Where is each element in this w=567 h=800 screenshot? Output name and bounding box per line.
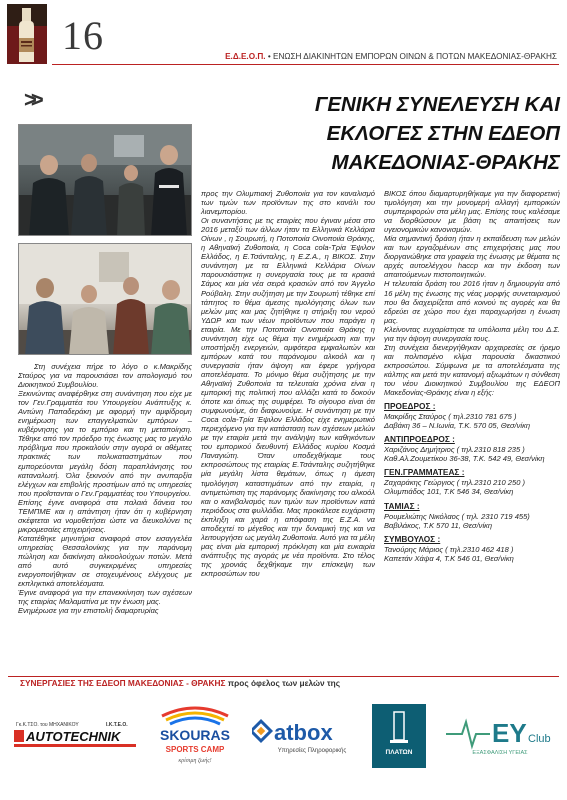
svg-text:EY: EY (492, 718, 527, 748)
paragraph: Έγινε αναφορά για την επανεκκίνηση των σχέσεων της εταιρίας Μαλαματίνα με την ένωση μας. (18, 588, 192, 607)
running-header (225, 52, 557, 61)
paragraph: Επίσης έγινε αναφορά στα παλαιά δάνεια του ΤΕΜΠΜΕ και η απάντηση ήταν ότι η κυβέρνηση σκέφτεται να νομοθετήσει ώστε να διευκολύνει τις μικρομεσαίες επιχειρήσεις. (18, 497, 192, 534)
paragraph: Στη συνέχεια διενεργήθηκαν αρχαιρεσίες σε ήρεμο και πολιτισμένο κλίμα παρουσία δικαστικού εκπροσώπου. Σύμφωνα με τα αποτελέσματα της κάλπης και μετά την κατανομή αξιωμάτων η σύνθεση του νέου Διοικητικού Συμβουλίου της ΕΔΕΟΠ Μακεδονίας-Θράκης είναι η εξής: (384, 342, 560, 398)
member-address: Καθ.Αλ.Ζουμετίκου 36-38, Τ.Κ. 542 49, Θεσ/νίκη (384, 454, 545, 464)
board-member-vice-president (384, 435, 560, 463)
article-column-3 (384, 189, 560, 563)
section-chevrons: >> (24, 87, 38, 112)
skouras-subtitle: SPORTS CAMP (165, 745, 225, 754)
board-member-treasurer (384, 502, 560, 530)
member-contact: Μακρίδης Σταύρος ( τηλ.2310 781 675 ) (384, 412, 517, 422)
role-heading: ΠΡΟΕΔΡΟΣ : (384, 401, 436, 412)
member-contact: Τανούρης Μάριος ( τηλ.2310 462 418 ) (384, 544, 514, 554)
member-address: Δαβάκη 36 – Ν.Ιωνία, Τ.Κ. 570 05, Θεσ/νίκη (384, 421, 531, 431)
meeting-photo-1 (18, 124, 192, 236)
member-contact: Ρουμελιώτης Νικόλαος ( τηλ. 2310 719 455) (384, 511, 530, 521)
paragraph: προς την Ολυμπιακή Ζυθοποιία για τον καναλισμό των τιμών των προϊόντων της στο κανάλι του λιανεμπορίου. (201, 189, 375, 217)
autotechnik-logo (14, 704, 136, 768)
meeting-photo-2 (18, 243, 192, 355)
sponsors-title-sub: προς όφελος των μελών της (227, 678, 341, 688)
title-line: ΓΕΝΙΚΗ ΣΥΝΕΛΕΥΣΗ ΚΑΙ (314, 93, 560, 116)
paragraph: Μία σημαντική δράση ήταν η εκπαίδευση των μελών και των εργαζομένων στις επιχειρήσεις μας που διοργανώθηκε στα γραφεία της ένωσης με θέματα τις αρχές αυτοελέγχου haccp και την έκδοση των απαιτούμενων πιστοποιητικών. (384, 234, 560, 280)
skouras-wordmark: SKOURAS (159, 727, 231, 743)
ey-club-wordmark: Club (528, 733, 551, 745)
paragraph: Ξεκινώντας αναφέρθηκε στη συνάντηση που είχε με τον Γεν.Γραμματέα του Υπουργείου Ανάπτυξης κ. Αντώνη Παπαδεράκη με αφορμή την αμφίδρομη ενημέρωση των επαγγελματιών εμπόρων – κυβέρνησης για το εμπόριο και τη μεταποίηση. Τέθηκε από τον πρόεδρο της ένωσης μας το μεγάλο πρόβλημα που προκαλούν στην αγορά οι αθέμιτες πρακτικές των πολυκαταστημάτων που εμπορεύονται μεγάλη δόση παραπλάνησης του καταναλωτή. Όλα ξεκινούν από την ανυπαρξία ελέγχων και επιβολής προστίμων από τις υπηρεσίες που προΐστανται ο Γεν.Γραμματέας του Υπουργείου. (18, 389, 192, 498)
board-member-president (384, 402, 560, 430)
atbox-logo (252, 704, 360, 768)
article-column-1 (18, 362, 192, 615)
atbox-subtitle: Υπηρεσίες Πληροφορικής (277, 748, 347, 754)
role-heading: ΑΝΤΙΠΡΟΕΔΡΟΣ : (384, 434, 455, 445)
member-contact: Χαριζάνος Δημήτριος ( τηλ.2310 818 235 ) (384, 445, 525, 455)
paragraph: Ενημέρωσε για την επιστολή διαμαρτυρίας (18, 606, 159, 616)
sponsors-rule (8, 676, 559, 677)
wine-bottle-logo (7, 4, 47, 64)
paragraph: Στη συνέχεια πήρε το λόγο ο κ.Μακρίδης Σταύρος για να παρουσιάσει τον απολογισμό του Διοικητικού Συμβουλίου. (18, 362, 192, 390)
member-address: Βαβιλάκος, Τ.Κ 570 11, Θεσ/νίκη (384, 520, 493, 530)
title-line: ΜΑΚΕΔΟΝΙΑΣ-ΘΡΑΚΗΣ (331, 151, 560, 174)
org-full-name: ΕΝΩΣΗ ΔΙΑΚΙΝΗΤΩΝ ΕΜΠΟΡΩΝ ΟΙΝΩΝ & ΠΟΤΩΝ ΜΑΚΕΔΟΝΙΑΣ-ΘΡΑΚΗΣ (272, 52, 557, 61)
member-address: Ολυμπιάδος 101, Τ.Κ 546 34, Θεσ/νίκη (384, 487, 514, 497)
autotechnik-ikteo: Ι.Κ.Τ.Ε.Ο. (106, 722, 128, 728)
platon-logo (372, 704, 426, 768)
board-member-advisor (384, 535, 560, 563)
atbox-wordmark: atbox (274, 720, 333, 745)
autotechnik-small-text: Γκ.Κ.ΤΣΟ. του ΜΗΧΑΝΙΚΟΥ (16, 722, 79, 728)
role-heading: ΣΥΜΒΟΥΛΟΣ : (384, 533, 441, 544)
skouras-logo (152, 704, 238, 768)
page-number: 16 (62, 13, 104, 58)
paragraph: Κλείνοντας ευχαρίστησε τα υπόλοιπα μέλη του Δ.Σ. για την άψογη συνεργασία τους. (384, 324, 560, 343)
role-heading: ΤΑΜΙΑΣ : (384, 500, 420, 511)
article-column-2 (201, 189, 375, 578)
header-bullet: • (267, 52, 271, 61)
paragraph: Οι συναντήσεις με τις εταιρίες που έγιναν μέσα στο 2016 μεταξύ των άλλων ήταν τα Ελληνικά Κελλάρια Οίνων , η Σουρωτή, η Ποτοποιία Οινοποιία Θράκης, η Αθηναϊκή Ζυθοποιία, η Coca cola-Τρία Έψιλον Ελλάδος, η Ε.Τσάνταλης, η Ε.Ζ.Α., η ΒΙΚΟΣ. Στην συνάντηση με τα Ελληνικά Κελλάρια Οίνων παρουσιάστηκε η συνεργασία τους με τα κρασιά Σάμος και μία νέα σειρά κρασιών από τον Άγγελο Ρούβαλη. Στην συζήτηση με την Σουρωτή τέθηκε επί τάπητος το θέμα άμεσης τιμολόγησης όλων των μελών μας και μας ζητήθηκε η στήριξη του νερού ΥΔΩΡ και των νέων προϊόντων που παράγει η εταιρία. Με την Ποτοποιία Οινοποιία Θράκης η συνάντηση είχε ως θέμα την ενημέρωση και την υποστήριξη ενεργειών, αμφότερα εμφιαλωτών και εμπόρων κατά του παράνομου αλκοόλ και η συνεργασία ήταν άψογη και έφερε γρήγορα αποτελέσματα. Το μόνιμο θέμα συζήτησης με την Αθηναϊκή Ζυθοποιία τα τελευταία χρόνια είναι η εμπορική της πολιτική που αλλάζει κατά το δοκούν όποτε και όπως της συμφέρει. Το σίγουρο είναι ότι συμφωνούμε, ότι διαφωνούμε. Η συνάντηση με την Coca cola-Τρία Έψιλον Ελλάδος είχε ενημερωτικό περιεχόμενο για την κατάσταση των σχέσεων μελών με την εταιρία μετά την ανάληψη των καθηκόντων του εμπορικού διευθυντή Ελλάδος κυρίου Κοσμά Παναγιώτη. Όταν υποδεχθήκαμε τους εκπροσώπους της εταιρίας Ε.Τσάνταλης συζητήθηκε μία μεγάλη λίστα θεμάτων, όπως η άμεση τιμολόγηση καταστημάτων από την εταιρία, η αντιμετώπιση της παράνομης διακίνησης του αλκοόλ και ο κανιβαλισμός των τιμών των προϊόντων κατά περιόδους στα φυλλάδια. Μας προκάλεσε ευχάριστη έκπληξη και χαρά η απόφαση της Ε.Ζ.Α. να αποδεχτεί το μέγεθος και την δυναμική της και να λειτουργήσει ως μεγάλη Ζυθοποιία. Αυτό για τα μέλη μας είναι μία εμπορική πρόκληση και μία ευκαιρία ανάπτυξης της αγοράς με νέα προϊόντα. Στο τέλος της χρονιάς δεχθήκαμε την επίσκεψη των εκπροσώπων του (201, 216, 375, 578)
role-heading: ΓΕΝ.ΓΡΑΜΜΑΤΕΑΣ : (384, 467, 465, 478)
member-address: Καπετάν Χάψα 4, Τ.Κ 546 01, Θεσ/νίκη (384, 553, 514, 563)
ey-club-logo (440, 704, 560, 768)
paragraph: ΒΙΚΟΣ όπου διαμαρτυρηθήκαμε για την διαφορετική τιμολόγηση και την μονομερή αλλαγή εμπορικών συμπεριφορών στα μέλη μας. Επίσης τους καλέσαμε να διορθώσουν με βάση τις απαιτήσεις των υγειονομικών κανονισμών. (384, 189, 560, 235)
paragraph: Κατατέθηκε μηνυτήρια αναφορά στον εισαγγελέα υπηρεσίας Θεσσαλονίκης για την παράνομη πώληση και διακίνηση αλκοολούχων ποτών. Μετά από αυτό συγκεκριμένες υπηρεσίες ενεργοποιήθηκαν σε στοχευμένους ελέγχους με εκπληκτικά αποτελέσματα. (18, 533, 192, 589)
autotechnik-wordmark: AUTOTECHNIK (26, 729, 121, 744)
skouras-tagline: κρίσιμη ζωής! (178, 758, 212, 764)
board-member-secretary (384, 468, 560, 496)
platon-wordmark: ΠΛΑΤΩΝ (385, 749, 413, 756)
sponsors-title (20, 678, 340, 688)
member-contact: Ζαχαράκης Γεώργιος ( τηλ.2310 210 250 ) (384, 478, 526, 488)
paragraph: Η τελευταία δράση του 2016 ήταν η δημιουργία από 16 μέλη της ένωσης της νέας μορφής συνεταιρισμού που θα διαχειρίζεται από κοινού τις αγορές και θα εδρεύει σε χώρο που έχει παραχωρήσει η ένωση μας. (384, 279, 560, 325)
ey-club-subtitle: ΕΞΑΣΦΑΛΙΣΗ ΥΓΕΙΑΣ (472, 750, 528, 756)
header-rule (52, 64, 559, 65)
org-abbrev: Ε.Δ.Ε.Ο.Π. (225, 52, 266, 61)
title-line: ΕΚΛΟΓΕΣ ΣΤΗΝ ΕΔΕΟΠ (326, 122, 560, 145)
sponsors-title-main: ΣΥΝΕΡΓΑΣΙΕΣ ΤΗΣ ΕΔΕΟΠ ΜΑΚΕΔΟΝΙΑΣ - ΘΡΑΚΗΣ (20, 678, 226, 688)
article-title (280, 90, 560, 177)
